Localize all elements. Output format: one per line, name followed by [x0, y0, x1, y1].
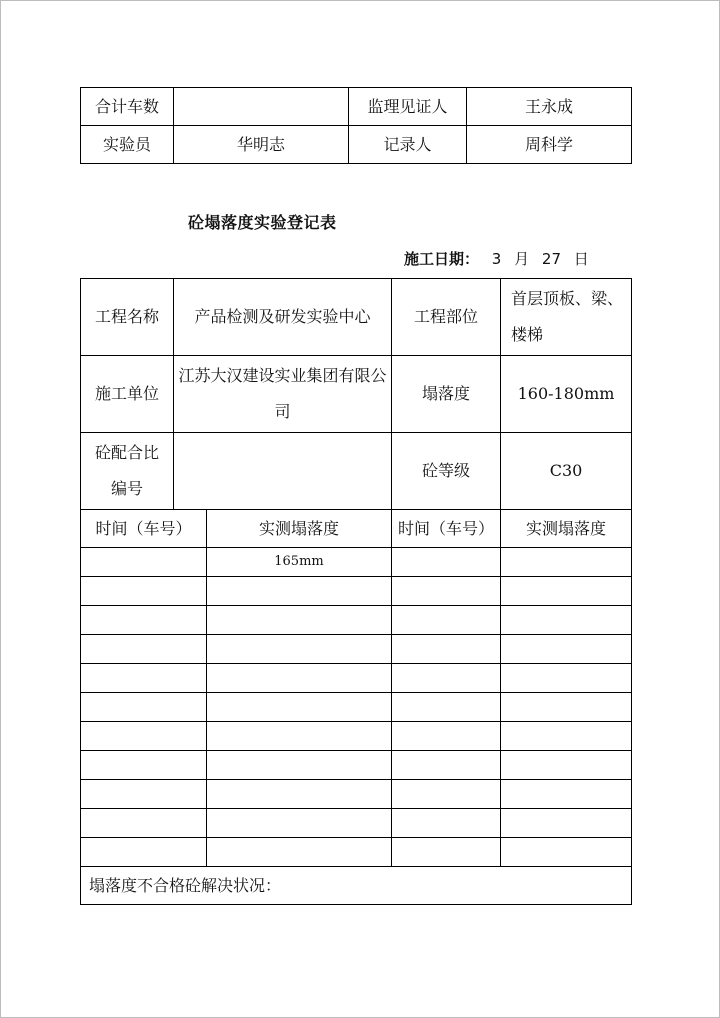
- time-cell: [392, 606, 501, 635]
- project-part-label: 工程部位: [392, 279, 501, 356]
- time-cell: [81, 577, 207, 606]
- time-cell: [392, 664, 501, 693]
- time-cell: [392, 577, 501, 606]
- slump-cell: [501, 809, 632, 838]
- time-cell: [81, 780, 207, 809]
- date-month: 3: [491, 250, 502, 268]
- project-name-label: 工程名称: [81, 279, 174, 356]
- slump-cell: [501, 577, 632, 606]
- time-cell: [392, 548, 501, 577]
- table-row: [81, 635, 632, 664]
- date-label: 施工日期：: [404, 250, 480, 268]
- slump-cell: [501, 722, 632, 751]
- slump-cell: [207, 780, 392, 809]
- table-row: [81, 577, 632, 606]
- data-rows: [81, 548, 632, 867]
- slump-cell: [207, 635, 392, 664]
- time-cell: [392, 751, 501, 780]
- project-name-value: 产品检测及研发实验中心: [174, 279, 392, 356]
- table-row: [81, 664, 632, 693]
- summary-row: [81, 126, 632, 164]
- table-row: [81, 548, 632, 577]
- slump-range-value: 160-180mm: [501, 356, 632, 433]
- time-cell: [392, 693, 501, 722]
- total-vehicles-label: 合计车数: [81, 88, 174, 126]
- grade-label: 砼等级: [392, 433, 501, 510]
- recorder-label: 记录人: [349, 126, 467, 164]
- slump-cell: [207, 606, 392, 635]
- table-row: [81, 751, 632, 780]
- supervisor-witness-value: 王永成: [467, 88, 632, 126]
- date-day: 27: [541, 250, 562, 268]
- slump-cell: [501, 838, 632, 867]
- time-cell: [81, 664, 207, 693]
- unit-row: [81, 356, 632, 433]
- time-cell: [81, 635, 207, 664]
- table-row: [81, 838, 632, 867]
- slump-test-table: [80, 278, 632, 905]
- footer-row: [81, 867, 632, 905]
- slump-label: 塌落度: [392, 356, 501, 433]
- nonconforming-handling-label: 塌落度不合格砼解决状况：: [81, 867, 632, 905]
- supervisor-witness-label: 监理见证人: [349, 88, 467, 126]
- col-slump-1: 实测塌落度: [207, 510, 392, 548]
- construction-unit-value: 江苏大汉建设实业集团有限公司: [174, 356, 392, 433]
- total-vehicles-value: [174, 88, 349, 126]
- time-cell: [392, 838, 501, 867]
- table-row: [81, 693, 632, 722]
- slump-cell: [501, 751, 632, 780]
- recorder-value: 周科学: [467, 126, 632, 164]
- slump-cell: [501, 664, 632, 693]
- slump-cell: [207, 577, 392, 606]
- time-cell: [81, 838, 207, 867]
- date-month-unit: 月: [514, 250, 530, 268]
- slump-cell: [501, 693, 632, 722]
- slump-cell: 165mm: [207, 548, 392, 577]
- time-cell: [81, 809, 207, 838]
- mix-number-label: 砼配合比编号: [81, 433, 174, 510]
- time-cell: [392, 722, 501, 751]
- project-row: [81, 279, 632, 356]
- project-part-value: 首层顶板、梁、楼梯: [501, 279, 632, 356]
- time-cell: [392, 780, 501, 809]
- slump-cell: [207, 838, 392, 867]
- time-cell: [81, 606, 207, 635]
- time-cell: [81, 722, 207, 751]
- time-cell: [81, 751, 207, 780]
- form-title: 砼塌落度实验登记表: [188, 213, 337, 232]
- date-day-unit: 日: [573, 250, 589, 268]
- construction-date: [404, 248, 597, 269]
- mix-row: [81, 433, 632, 510]
- tester-label: 实验员: [81, 126, 174, 164]
- time-cell: [392, 635, 501, 664]
- slump-cell: [501, 548, 632, 577]
- summary-row: [81, 88, 632, 126]
- slump-cell: [501, 635, 632, 664]
- summary-table: [80, 87, 632, 164]
- construction-unit-label: 施工单位: [81, 356, 174, 433]
- time-cell: [81, 693, 207, 722]
- table-row: [81, 809, 632, 838]
- slump-cell: [207, 693, 392, 722]
- table-row: [81, 606, 632, 635]
- slump-cell: [501, 780, 632, 809]
- slump-cell: [207, 751, 392, 780]
- slump-cell: [207, 664, 392, 693]
- slump-cell: [207, 809, 392, 838]
- col-time-2: 时间（车号）: [392, 510, 501, 548]
- time-cell: [392, 809, 501, 838]
- table-row: [81, 780, 632, 809]
- column-header-row: [81, 510, 632, 548]
- grade-value: C30: [501, 433, 632, 510]
- tester-value: 华明志: [174, 126, 349, 164]
- table-row: [81, 722, 632, 751]
- mix-number-value: [174, 433, 392, 510]
- time-cell: [81, 548, 207, 577]
- slump-cell: [207, 722, 392, 751]
- col-slump-2: 实测塌落度: [501, 510, 632, 548]
- slump-cell: [501, 606, 632, 635]
- col-time-1: 时间（车号）: [81, 510, 207, 548]
